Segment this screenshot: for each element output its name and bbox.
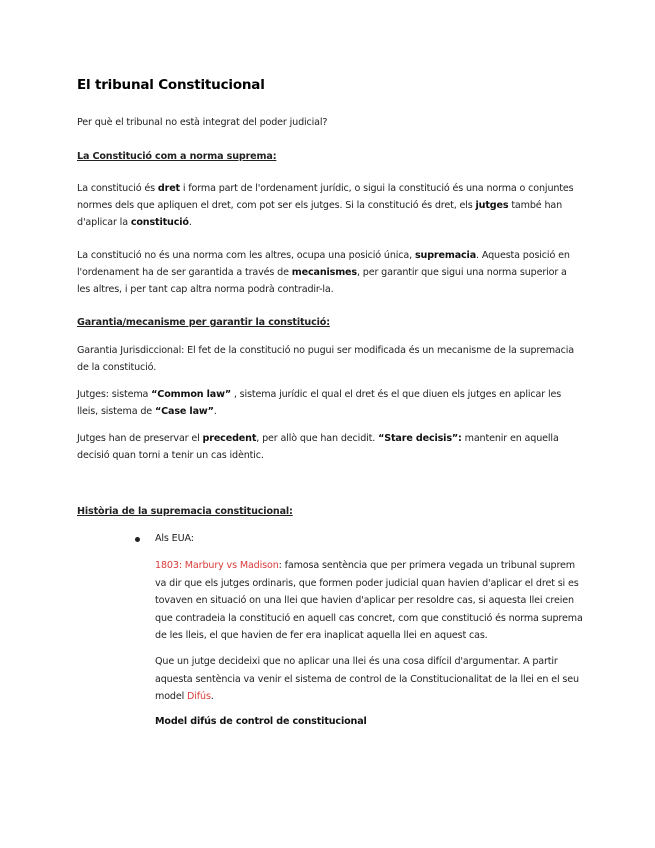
page-title: El tribunal Constitucional bbox=[77, 77, 265, 93]
bullet-dot-icon bbox=[135, 537, 140, 542]
paragraph-supremacy: La constitució no és una norma com les altres, ocupa una posició única, supremacia. Aquesta posició en l'ordenament ha de ser garantida a través de mecanismes, per garantir que sigui una norma superior a les altres, i per tant cap altra norma podrà contradir-la. bbox=[77, 250, 570, 295]
paragraph-common-law: Jutges: sistema “Common law” , sistema jurídic el qual el dret és el que diuen els jutges en aplicar les lleis, sistema de “Case law”. bbox=[77, 389, 562, 417]
paragraph-diffuse-model: Que un jutge decideixi que no aplicar una llei és una cosa difícil d'argumentar. A partir aquesta sentència va venir el sistema de control de la Constitucionalitat de la llei en el seu model Difús. bbox=[155, 656, 579, 703]
paragraph-jurisdictional-guarantee: Garantia Jurisdiccional: El fet de la constitució no pugui ser modificada és un mecanisme de la supremacia de la constitució. bbox=[77, 345, 575, 373]
section-heading-guarantee: Garantia/mecanisme per garantir la constitució: bbox=[77, 317, 330, 328]
paragraph-constitution-is-law: La constitució és dret i forma part de l'ordenament jurídic, o sigui la constitució és una norma o conjuntes normes dels que apliquen el dret, com pot ser els jutges. Si la constitució és dret, els jutges també han d'aplicar la constitució. bbox=[77, 183, 574, 228]
question-paragraph: Per què el tribunal no està integrat del poder judicial? bbox=[77, 117, 328, 128]
paragraph-marbury: 1803: Marbury vs Madison: famosa sentència que per primera vegada un tribunal suprem va dir que els jutges ordinaris, que formen poder judicial quan havien d'aplicar el dret si es tovaven en situació on una llei que havien d'aplicar per resoldre cas, si aquesta llei creien que contradeia la constitució en aquell cas concret, com que constitució és norma suprema de les lleis, el que havien de fer era inaplicat aquella llei en aquest cas. bbox=[155, 560, 583, 642]
subheading-diffuse-control: Model difús de control de constitucional bbox=[155, 716, 367, 727]
bullet-text: Als EUA: bbox=[155, 533, 194, 544]
difus-link: Difús bbox=[187, 691, 211, 703]
paragraph-precedent: Jutges han de preservar el precedent, per allò que han decidit. “Stare decisis”: mantenir en aquella decisió quan torni a tenir un cas idèntic. bbox=[77, 433, 559, 461]
section-heading-constitution: La Constitució com a norma suprema: bbox=[77, 151, 277, 162]
marbury-link: 1803: Marbury vs Madison bbox=[155, 560, 279, 571]
section-heading-history: Història de la supremacia constitucional: bbox=[77, 506, 293, 517]
